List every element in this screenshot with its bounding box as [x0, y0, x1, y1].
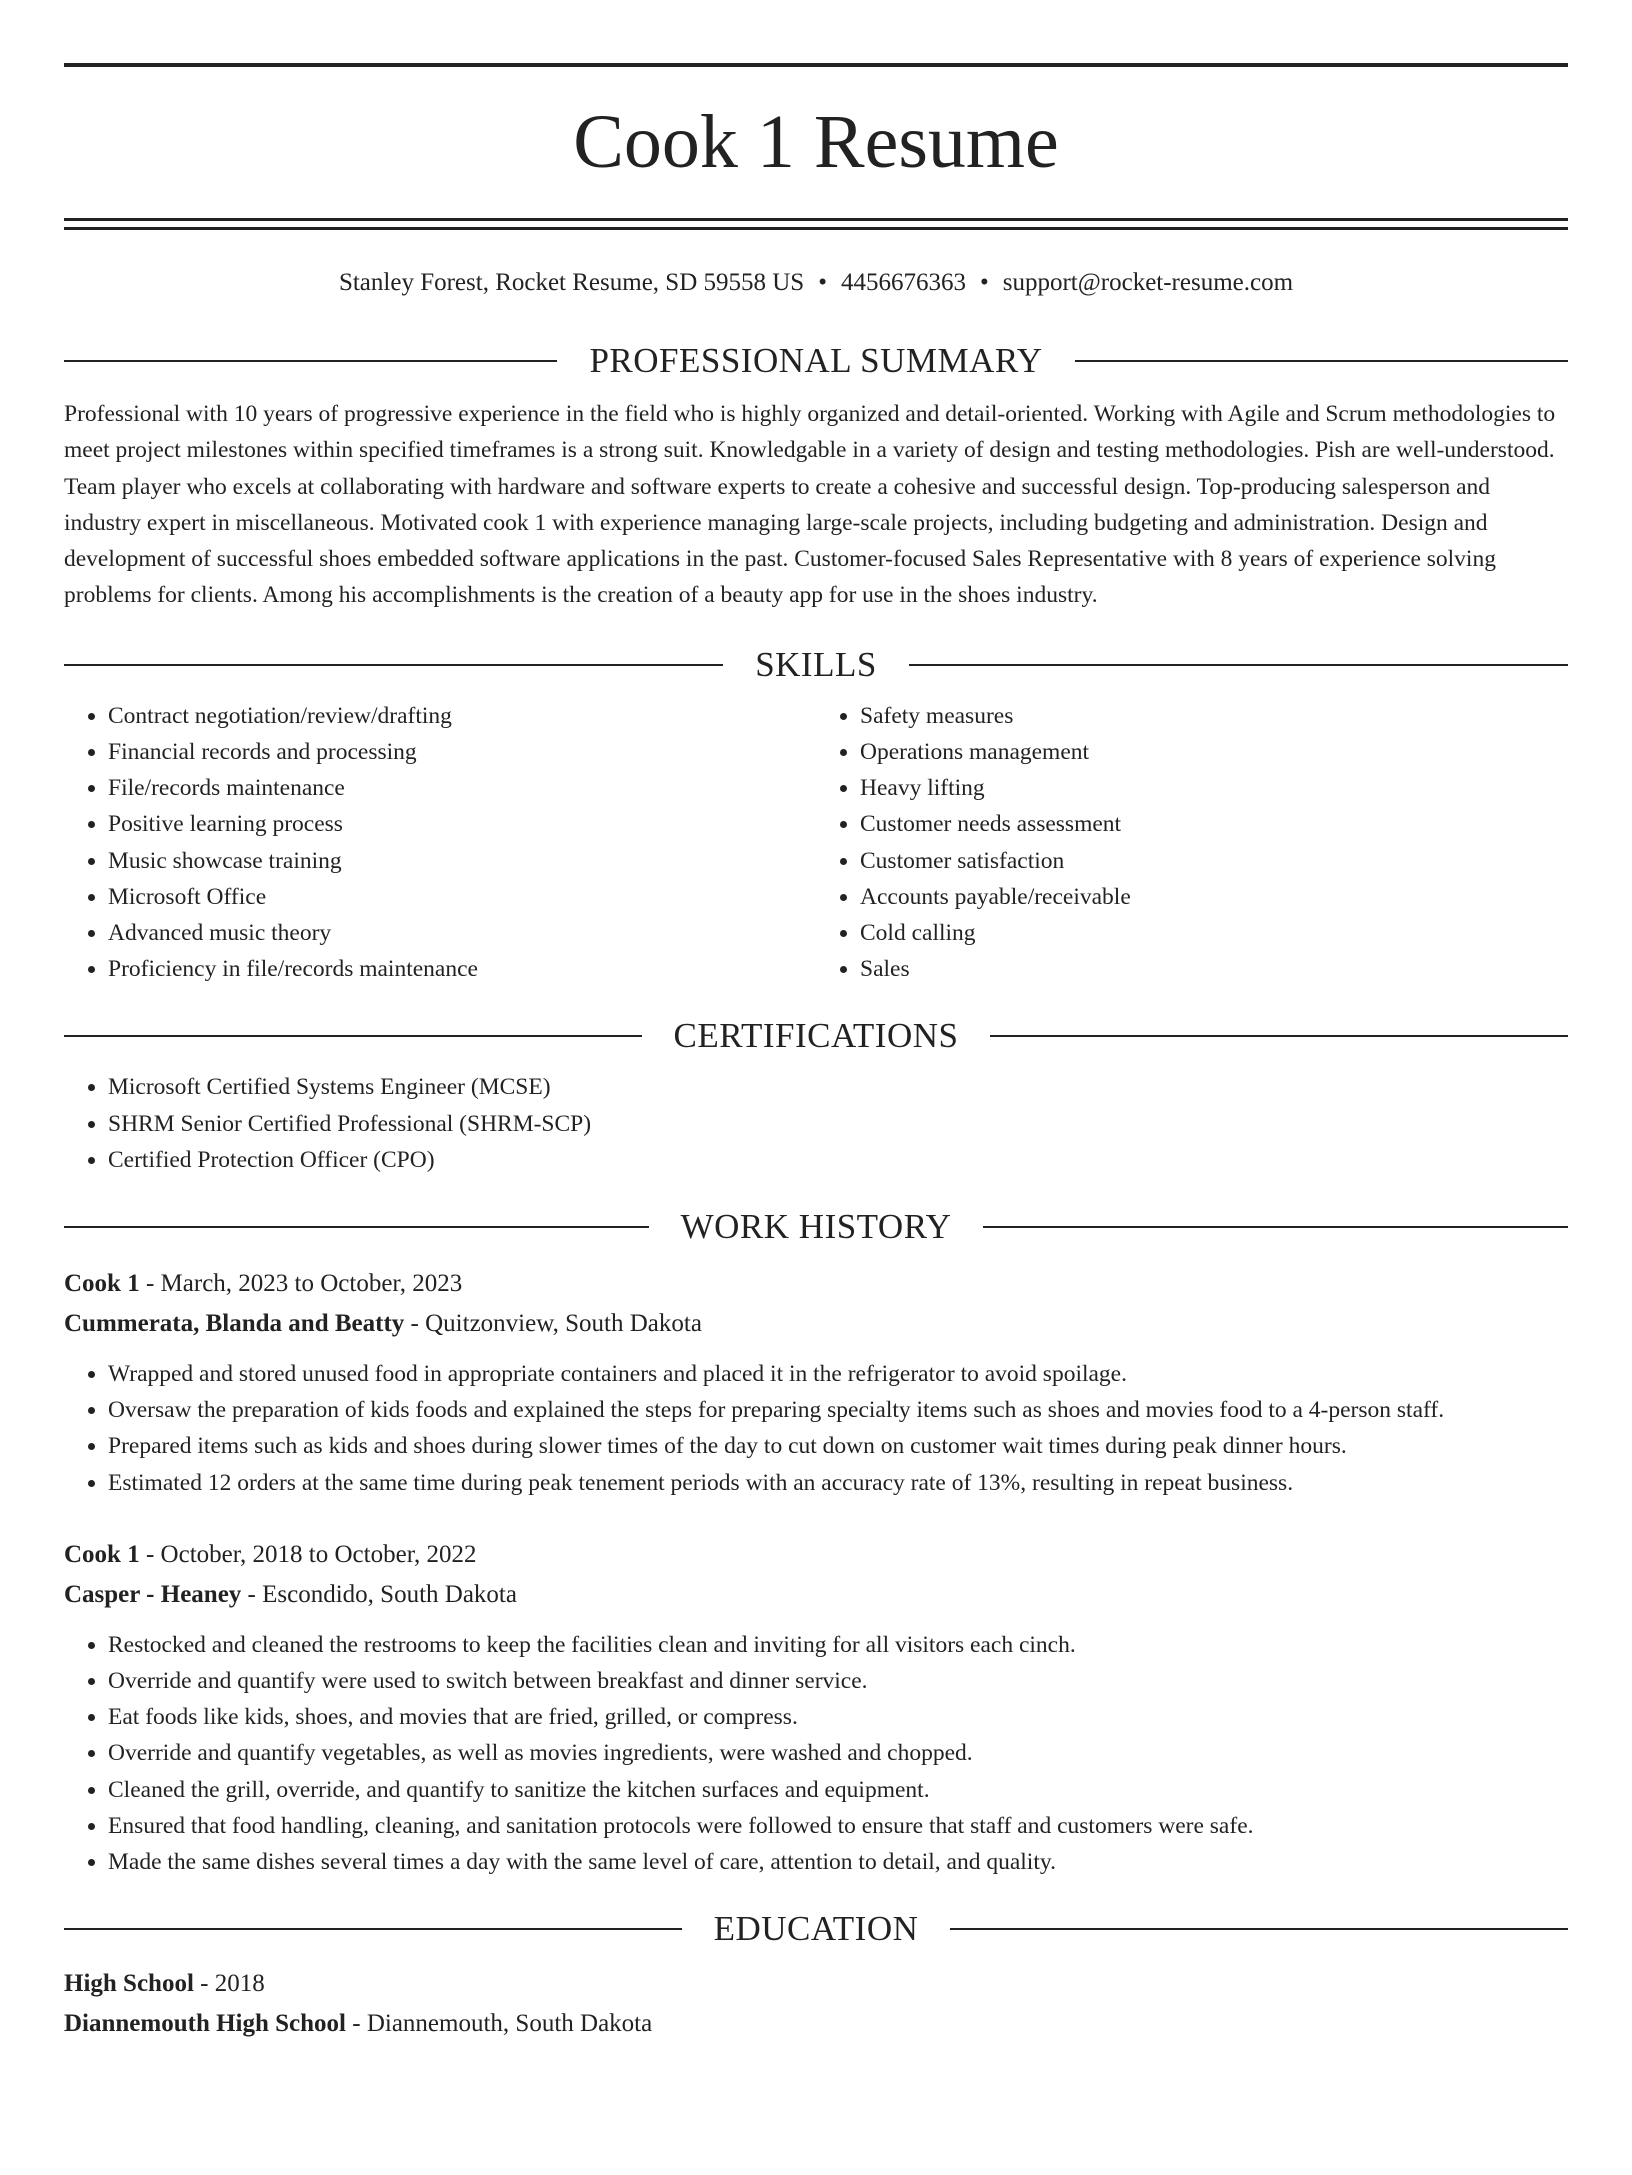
job-bullet: • Made the same dishes several times a day with the same level of care, attention to detail, and quality. [108, 1844, 1568, 1880]
certification-item: • Certified Protection Officer (CPO) [108, 1142, 1568, 1178]
top-rule [64, 63, 1568, 67]
skill-item: • Sales [860, 951, 1568, 987]
section-rule [990, 1035, 1568, 1037]
job-bullet: • Override and quantify vegetables, as well as movies ingredients, were washed and chopped. [108, 1735, 1568, 1771]
contact-line [64, 266, 1568, 300]
section-rule [64, 664, 723, 666]
job-company: Casper - Heaney [64, 1580, 242, 1608]
education-school: Diannemouth High School [64, 2010, 347, 2038]
education-school-line [64, 2004, 1568, 2044]
title-rule-upper [64, 218, 1568, 221]
job-dates: - March, 2023 to October, 2023 [139, 1270, 463, 1298]
job-bullet: • Ensured that food handling, cleaning, and sanitation protocols were followed to ensure that staff and customers were safe. [108, 1808, 1568, 1844]
education-entry [64, 1964, 1568, 2044]
section-rule [64, 1035, 642, 1037]
skill-item: • Proficiency in file/records maintenance [108, 951, 816, 987]
job-company-line [64, 1304, 1568, 1344]
contact-phone: 4456676363 [840, 269, 966, 296]
section-rule [64, 1928, 682, 1930]
job-dates: - October, 2018 to October, 2022 [139, 1540, 477, 1568]
skill-item: • Advanced music theory [108, 915, 816, 951]
job-bullets [64, 1356, 1568, 1501]
education-degree-line [64, 1964, 1568, 2004]
certification-item: • SHRM Senior Certified Professional (SHRM-SCP) [108, 1106, 1568, 1142]
job-role: Cook 1 [64, 1270, 140, 1298]
section-title: SKILLS [755, 644, 877, 684]
section-rule [983, 1226, 1568, 1228]
contact-separator: • [979, 269, 989, 296]
summary-text: Professional with 10 years of progressive experience in the field who is highly organized and detail-oriented. Working with Agile and Scrum methodologies to meet project milestones within specified timeframes is a strong suit. Knowledgable in a variety of design and testing methodologies. Pish are well-understood. Team player who excels at collaborating with hardware and software experts to create a cohesive and successful design. Top-producing salesperson and industry expert in miscellaneous. Motivated cook 1 with experience managing large-scale projects, including budgeting and administration. Design and development of successful shoes embedded software applications in the past. Customer-focused Sales Representative with 8 years of experience solving problems for clients. Among his accomplishments is the creation of a beauty app for use in the shoes industry. [64, 401, 1556, 609]
skill-item: • Music showcase training [108, 843, 816, 879]
job-bullet: • Estimated 12 orders at the same time during peak tenement periods with an accuracy rate of 13%, resulting in repeat business. [108, 1465, 1568, 1501]
job-bullet: • Cleaned the grill, override, and quantify to sanitize the kitchen surfaces and equipment. [108, 1772, 1568, 1808]
skill-item: • File/records maintenance [108, 770, 816, 806]
section-header-work-history [64, 1206, 1568, 1248]
contact-address: Stanley Forest, Rocket Resume, SD 59558 US [338, 269, 805, 296]
job-title-line [64, 1535, 1568, 1575]
job-bullet: • Eat foods like kids, shoes, and movies that are fried, grilled, or compress. [108, 1699, 1568, 1735]
job-entry [64, 1264, 1568, 1501]
section-header-certifications [64, 1015, 1568, 1057]
job-location: - Escondido, South Dakota [241, 1580, 517, 1608]
job-bullet: • Override and quantify were used to switch between breakfast and dinner service. [108, 1663, 1568, 1699]
resume-page [0, 63, 1632, 2175]
skills-column-right [816, 698, 1568, 988]
skill-item: • Heavy lifting [860, 770, 1568, 806]
section-title: WORK HISTORY [680, 1207, 952, 1247]
section-rule [1075, 360, 1568, 362]
section-header-education [64, 1908, 1568, 1950]
job-bullet: • Wrapped and stored unused food in appropriate containers and placed it in the refrigerator to avoid spoilage. [108, 1356, 1568, 1392]
skill-item: • Microsoft Office [108, 879, 816, 915]
education-location: - Diannemouth, South Dakota [346, 2010, 653, 2038]
job-location: - Quitzonview, South Dakota [404, 1310, 702, 1338]
certifications-list [64, 1069, 1568, 1178]
section-header-summary [64, 340, 1568, 382]
section-title: EDUCATION [713, 1909, 919, 1949]
contact-email: support@rocket-resume.com [1002, 269, 1294, 296]
skill-item: • Customer needs assessment [860, 806, 1568, 842]
skill-item: • Contract negotiation/review/drafting [108, 698, 816, 734]
page-title: Cook 1 Resume [573, 100, 1059, 184]
job-entry [64, 1535, 1568, 1880]
skill-item: • Customer satisfaction [860, 843, 1568, 879]
job-company: Cummerata, Blanda and Beatty [64, 1310, 405, 1338]
section-header-skills [64, 644, 1568, 686]
skill-item: • Operations management [860, 734, 1568, 770]
job-company-line [64, 1575, 1568, 1615]
section-rule [64, 360, 557, 362]
job-bullet: • Prepared items such as kids and shoes during slower times of the day to cut down on customer wait times during peak dinner hours. [108, 1428, 1568, 1464]
section-rule [950, 1928, 1568, 1930]
skills-column-left [64, 698, 816, 988]
section-rule [64, 1226, 649, 1228]
education-year: - 2018 [193, 1970, 265, 1998]
section-title: CERTIFICATIONS [673, 1016, 959, 1056]
skill-item: • Positive learning process [108, 806, 816, 842]
section-rule [909, 664, 1568, 666]
certification-item: • Microsoft Certified Systems Engineer (MCSE) [108, 1069, 1568, 1105]
section-title: PROFESSIONAL SUMMARY [589, 341, 1043, 380]
title-rule-lower [64, 227, 1568, 230]
job-bullets [64, 1627, 1568, 1880]
education-degree: High School [64, 1970, 194, 1998]
job-bullet: • Restocked and cleaned the restrooms to keep the facilities clean and inviting for all visitors each cinch. [108, 1627, 1568, 1663]
skill-item: • Cold calling [860, 915, 1568, 951]
skill-item: • Accounts payable/receivable [860, 879, 1568, 915]
job-role: Cook 1 [64, 1540, 140, 1568]
job-bullet: • Oversaw the preparation of kids foods and explained the steps for preparing specialty items such as shoes and movies food to a 4-person staff. [108, 1392, 1568, 1428]
skills-list [64, 698, 1568, 988]
job-title-line [64, 1264, 1568, 1304]
skill-item: • Financial records and processing [108, 734, 816, 770]
contact-separator: • [818, 269, 827, 296]
skill-item: • Safety measures [860, 698, 1568, 734]
